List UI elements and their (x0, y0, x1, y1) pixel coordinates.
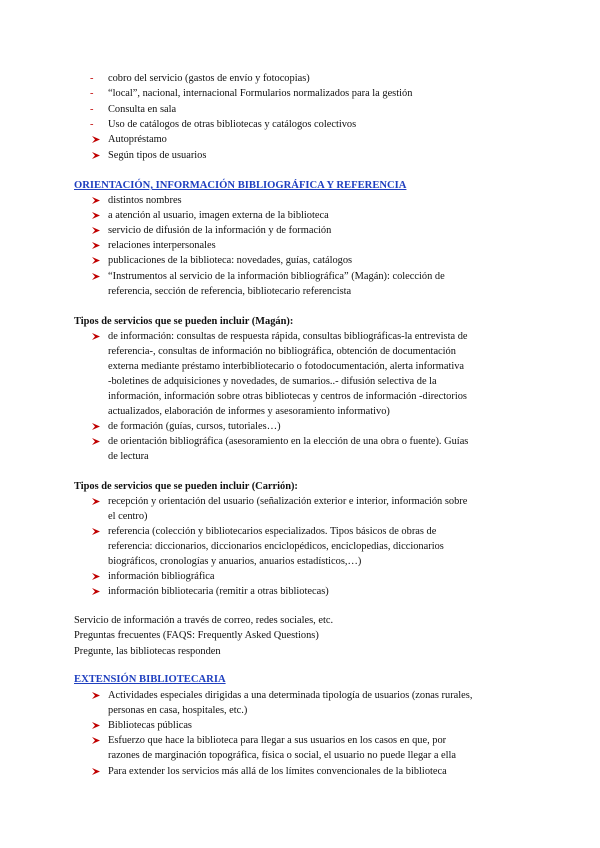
arrow-bullet-icon (91, 689, 101, 702)
arrow-bullet-icon (91, 149, 101, 162)
section-heading-magan: Tipos de servicios que se pueden incluir (Magán): (74, 316, 294, 327)
list-item: Según tipos de usuarios (108, 150, 207, 161)
list-item: de orientación bibliográfica (asesoramiento en la elección de una obra o fuente). Guías (108, 436, 469, 447)
arrow-bullet-icon (91, 330, 101, 343)
list-item-continuation: personas en casa, hospitales, etc.) (108, 705, 248, 716)
list-item: información bibliográfica (108, 571, 215, 582)
list-item: Para extender los servicios más allá de los límites convencionales de la biblioteca (108, 766, 447, 777)
list-item-continuation: actualizados, elaboración de informes y asesoramiento informativo) (108, 406, 390, 417)
arrow-bullet-icon (91, 194, 101, 207)
list-item-continuation: biográficos, cronologías y anuarios, anuarios estadísticos,…) (108, 556, 362, 567)
arrow-bullet-icon (91, 765, 101, 778)
list-item: “local”, nacional, internacional Formularios normalizados para la gestión (108, 88, 413, 99)
arrow-bullet-icon (91, 254, 101, 267)
arrow-bullet-icon (91, 570, 101, 583)
list-item-continuation: el centro) (108, 511, 148, 522)
dash-bullet: - (90, 88, 94, 99)
section-heading-carrion: Tipos de servicios que se pueden incluir (Carrión): (74, 481, 298, 492)
arrow-bullet-icon (91, 495, 101, 508)
arrow-bullet-icon (91, 734, 101, 747)
list-item-continuation: de lectura (108, 451, 149, 462)
dash-bullet: - (90, 104, 94, 115)
list-item-continuation: referencia, sección de referencia, bibliotecario referencista (108, 286, 352, 297)
list-item: Bibliotecas públicas (108, 720, 192, 731)
list-item: referencia (colección y bibliotecarios especializados. Tipos básicos de obras de (108, 526, 437, 537)
arrow-bullet-icon (91, 585, 101, 598)
paragraph-line: Servicio de información a través de correo, redes sociales, etc. (74, 615, 334, 626)
list-item: Autopréstamo (108, 134, 167, 145)
list-item-continuation: información, información sobre otras bibliotecas y centros de información -directorios (108, 391, 467, 402)
list-item: de información: consultas de respuesta rápida, consultas bibliográficas-la entrevista de (108, 331, 468, 342)
arrow-bullet-icon (91, 224, 101, 237)
list-item: Actividades especiales dirigidas a una determinada tipología de usuarios (zonas rurales, (108, 690, 473, 701)
section-heading-orientacion: ORIENTACIÓN, INFORMACIÓN BIBLIOGRÁFICA Y REFERENCIA (74, 180, 407, 191)
list-item: servicio de difusión de la información y de formación (108, 225, 332, 236)
list-item-continuation: referencia-, consultas de información no bibliográfica, obtención de documentación (108, 346, 456, 357)
dash-bullet: - (90, 119, 94, 130)
list-item: Esfuerzo que hace la biblioteca para llegar a sus usuarios en los casos en que, por (108, 735, 447, 746)
list-item-continuation: externa mediante préstamo interbibliotecario o fotodocumentación, alerta informativa (108, 361, 465, 372)
list-item: relaciones interpersonales (108, 240, 216, 251)
list-item: información bibliotecaria (remitir a otras bibliotecas) (108, 586, 329, 597)
list-item: recepción y orientación del usuario (señalización exterior e interior, información sobre (108, 496, 468, 507)
arrow-bullet-icon (91, 239, 101, 252)
list-item: “Instrumentos al servicio de la información bibliográfica” (Magán): colección de (108, 271, 445, 282)
list-item: cobro del servicio (gastos de envío y fotocopias) (108, 73, 310, 84)
arrow-bullet-icon (91, 133, 101, 146)
paragraph-line: Pregunte, las bibliotecas responden (74, 646, 221, 657)
list-item: a atención al usuario, imagen externa de la biblioteca (108, 210, 329, 221)
arrow-bullet-icon (91, 525, 101, 538)
paragraph-line: Preguntas frecuentes (FAQS: Frequently Asked Questions) (74, 630, 319, 641)
list-item: de formación (guías, cursos, tutoriales…) (108, 421, 281, 432)
list-item: publicaciones de la biblioteca: novedades, guías, catálogos (108, 255, 353, 266)
arrow-bullet-icon (91, 719, 101, 732)
list-item: Consulta en sala (108, 104, 177, 115)
list-item-continuation: referencia: diccionarios, diccionarios enciclopédicos, enciclopedias, diccionarios (108, 541, 444, 552)
arrow-bullet-icon (91, 420, 101, 433)
arrow-bullet-icon (91, 209, 101, 222)
dash-bullet: - (90, 73, 94, 84)
list-item-continuation: razones de marginación topográfica, física o social, el usuario no puede llegar a ella (108, 750, 457, 761)
list-item-continuation: -boletines de adquisiciones y novedades, de sumarios..- difusión selectiva de la (108, 376, 437, 387)
arrow-bullet-icon (91, 270, 101, 283)
list-item: distintos nombres (108, 195, 182, 206)
list-item: Uso de catálogos de otras bibliotecas y catálogos colectivos (108, 119, 357, 130)
arrow-bullet-icon (91, 435, 101, 448)
section-heading-extension: EXTENSIÓN BIBLIOTECARIA (74, 674, 226, 685)
